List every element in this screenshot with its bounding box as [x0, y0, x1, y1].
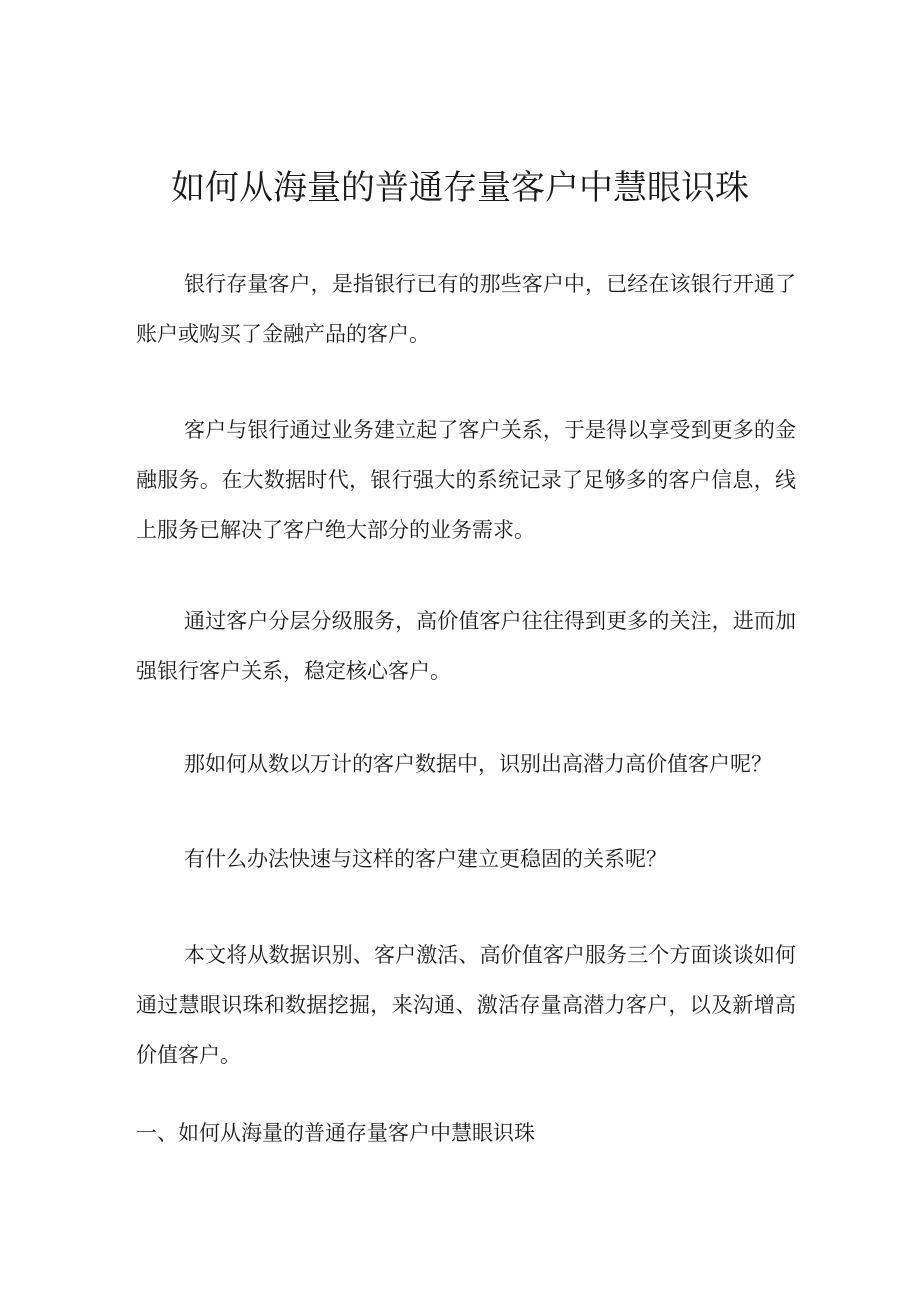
paragraph-6: 本文将从数据识别、客户激活、高价值客户服务三个方面谈谈如何通过慧眼识珠和数据挖掘，来沟通、激活存量高潜力客户，以及新增高价值客户。 [136, 943, 796, 1067]
paragraph-2: 客户与银行通过业务建立起了客户关系，于是得以享受到更多的金融服务。在大数据时代，银行强大的系统记录了足够多的客户信息，线上服务已解决了客户绝大部分的业务需求。 [136, 418, 796, 542]
document-title: 如何从海量的普通存量客户中慧眼识珠 [171, 168, 749, 208]
paragraph-1: 银行存量客户，是指银行已有的那些客户中，已经在该银行开通了账户或购买了金融产品的客户。 [136, 272, 796, 346]
paragraph-5: 有什么办法快速与这样的客户建立更稳固的关系呢？ [184, 847, 667, 871]
paragraph-3: 通过客户分层分级服务，高价值客户往往得到更多的关注，进而加强银行客户关系，稳定核心客户。 [136, 609, 796, 683]
section-heading: 一、如何从海量的普通存量客户中慧眼识珠 [136, 1121, 535, 1145]
paragraph-4: 那如何从数以万计的客户数据中，识别出高潜力高价值客户呢？ [184, 752, 772, 776]
